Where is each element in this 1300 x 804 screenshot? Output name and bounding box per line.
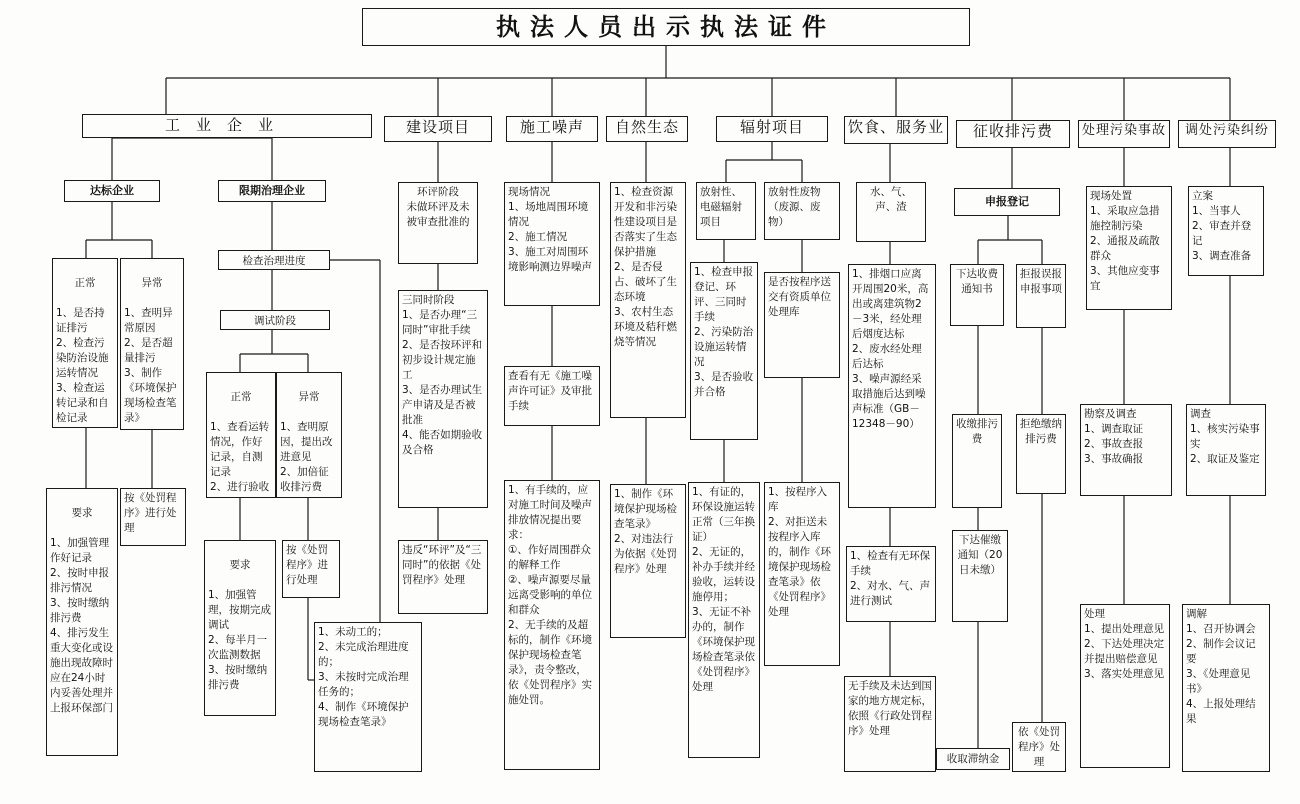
category-radiation: 辐射项目 <box>716 116 828 142</box>
fees-penalty: 依《处罚程序》处理 <box>1012 722 1066 772</box>
category-industry: 工业企业 <box>82 114 372 138</box>
deadline-progress: 检查治理进度 <box>218 250 330 270</box>
disputes-investigate: 调查 1、核实污染事实 2、取证及鉴定 <box>1186 404 1266 496</box>
deadline-normal-title: 正常 <box>230 391 252 403</box>
radiation-emf-handling: 1、有证的，环保设施运转正常（三年换证） 2、无证的，补办手续并经验收，运转设施停用； 3、无证不补办的，制作《环境保护现场检查笔录依《处罚程序》处理 <box>688 482 760 758</box>
page-title: 执法人员出示执法证件 <box>362 8 970 46</box>
fees-late: 收取滞纳金 <box>936 748 1010 770</box>
compliant-normal <box>52 258 118 428</box>
construction-three-simultaneous: 三同时阶段 1、是否办理“三同时”审批手续 2、是否按环评和初步设计规定施工 3、是否办理试生产申请及是否被批准 4、能否如期验收及合格 <box>398 290 488 508</box>
disputes-filing: 立案 1、当事人 2、审查并登记 3、调查准备 <box>1188 186 1264 276</box>
ecology-handling: 1、制作《环境保护现场检查笔录》 2、对违法行为依据《处罚程序》处理 <box>610 484 686 638</box>
fees-register: 申报登记 <box>954 188 1060 216</box>
deadline-penalty: 按《处罚程序》进行处理 <box>282 540 340 598</box>
deadline-requirements <box>204 540 276 716</box>
deadline-normal <box>206 372 276 498</box>
compliant-penalty: 按《处罚程序》进行处理 <box>120 488 186 546</box>
fees-refuse-report: 拒报误报申报事项 <box>1016 264 1066 328</box>
category-disputes: 调处污染纠纷 <box>1178 120 1276 148</box>
accidents-investigate: 勘察及调查 1、调查取证 2、事故查报 3、事故确报 <box>1080 404 1172 496</box>
deadline-abnormal <box>276 372 342 498</box>
radiation-waste: 放射性废物（废源、废物） <box>764 182 840 240</box>
catering-handling: 无手续及未达到国家的地方规定标，依照《行政处罚程序》处理 <box>844 676 936 772</box>
category-catering: 饮食、服务业 <box>844 116 948 144</box>
radiation-waste-check: 是否按程序送交有资质单位处理库 <box>764 272 840 378</box>
deadline-abnormal-body: 1、查明原因，提出改进意见 2、加倍征收排污费 <box>280 421 333 493</box>
deadline-requirements-body: 1、加强管理，按期完成调试 2、每半月一次监测数据 3、按时缴纳排污费 <box>208 589 271 691</box>
compliant-normal-body: 1、是否持证排污 2、检查污染防治设施运转情况 3、检查运转记录和自检记录 <box>56 307 109 424</box>
compliant-enterprise: 达标企业 <box>64 180 160 202</box>
construction-eia: 环评阶段 未做环评及未被审查批准的 <box>398 182 478 264</box>
category-noise: 施工噪声 <box>506 116 598 142</box>
catering-items: 水、气、声、渣 <box>856 182 926 242</box>
deadline-normal-body: 1、查看运转情况，作好记录，自测记录 2、进行验收 <box>210 421 270 493</box>
radiation-emf-check: 1、检查申报登记、环评、三同时手续 2、污染防治设施运转情况 3、是否验收并合格 <box>690 262 758 440</box>
deadline-enterprise: 限期治理企业 <box>218 180 326 202</box>
fees-notice2: 下达催缴通知（20日未缴） <box>952 530 1008 622</box>
catering-check: 1、排烟口应离开周围20米，高出或离建筑物2－3米，经处理后烟度达标 2、废水经处理后达标 3、噪声源经采取措施后达到噪声标准（GB－12348－90） <box>848 264 936 508</box>
category-accidents: 处理污染事故 <box>1078 120 1170 148</box>
radiation-emf: 放射性、电磁辐射项目 <box>696 182 756 240</box>
compliant-requirements-body: 1、加强管理作好记录 2、按时申报排污情况 3、按时缴纳排污费 4、排污发生重大变化或设施出现故障时应在24小时内妥善处理并上报环保部门 <box>50 537 113 714</box>
radiation-waste-handling: 1、按程序入库 2、对拒送未按程序入库的，制作《环境保护现场检查笔录》依《处罚程序》处理 <box>764 482 840 666</box>
fees-notice: 下达收费通知书 <box>950 264 1004 326</box>
category-construction: 建设项目 <box>384 116 492 142</box>
disputes-mediate: 调解 1、召开协调会 2、制作会议记要 3、《处理意见书》 4、上报处理结果 <box>1182 604 1270 772</box>
compliant-requirements-title: 要求 <box>71 507 93 519</box>
noise-handling: 1、有手续的，应对施工时间及噪声排放情况提出要求： ①、作好周围群众的解释工作 ②、噪声源要尽量远离受影响的单位和群众 2、无手续的及超标的，制作《环境保护现场检查笔录》，责令整改，依《处罚程序》实施处罚。 <box>504 480 600 770</box>
compliant-abnormal <box>120 258 184 430</box>
deadline-violations: 1、未动工的； 2、未完成治理进度的； 3、未按时完成治理任务的； 4、制作《环境保护现场检查笔录》 <box>314 622 422 772</box>
category-fees: 征收排污费 <box>956 120 1070 148</box>
compliant-normal-title: 正常 <box>74 277 96 289</box>
category-ecology: 自然生态 <box>606 116 688 142</box>
compliant-abnormal-body: 1、查明异常原因 2、是否超量排污 3、制作《环境保护现场检查笔录》 <box>124 307 177 424</box>
deadline-requirements-title: 要求 <box>229 559 251 571</box>
compliant-requirements <box>46 488 118 756</box>
deadline-trial: 调试阶段 <box>220 310 330 330</box>
fees-collect: 收缴排污费 <box>952 414 1002 508</box>
construction-violation: 违反“环评”及“三同时”的依据《处罚程序》处理 <box>398 540 488 614</box>
ecology-check: 1、检查资源开发和非污染性建设项目是否落实了生态保护措施 2、是否侵占、破坏了生态环境 3、农村生态环境及秸秆燃烧等情况 <box>610 182 686 418</box>
catering-procedures: 1、检查有无环保手续 2、对水、气、声进行测试 <box>846 546 936 622</box>
noise-site: 现场情况 1、场地周围环境情况 2、施工情况 3、施工对周围环境影响测边界噪声 <box>504 182 600 306</box>
accidents-scene: 现场处置 1、采取应急措施控制污染 2、通报及疏散群众 3、其他应变事宜 <box>1086 186 1172 310</box>
deadline-abnormal-title: 异常 <box>298 391 320 403</box>
accidents-process: 处理 1、提出处理意见 2、下达处理决定并提出赔偿意见 3、落实处理意见 <box>1080 604 1170 768</box>
noise-permit: 查看有无《施工噪声许可证》及审批手续 <box>504 366 600 426</box>
compliant-abnormal-title: 异常 <box>141 277 163 289</box>
fees-refuse-pay: 拒绝缴纳排污费 <box>1016 414 1066 494</box>
